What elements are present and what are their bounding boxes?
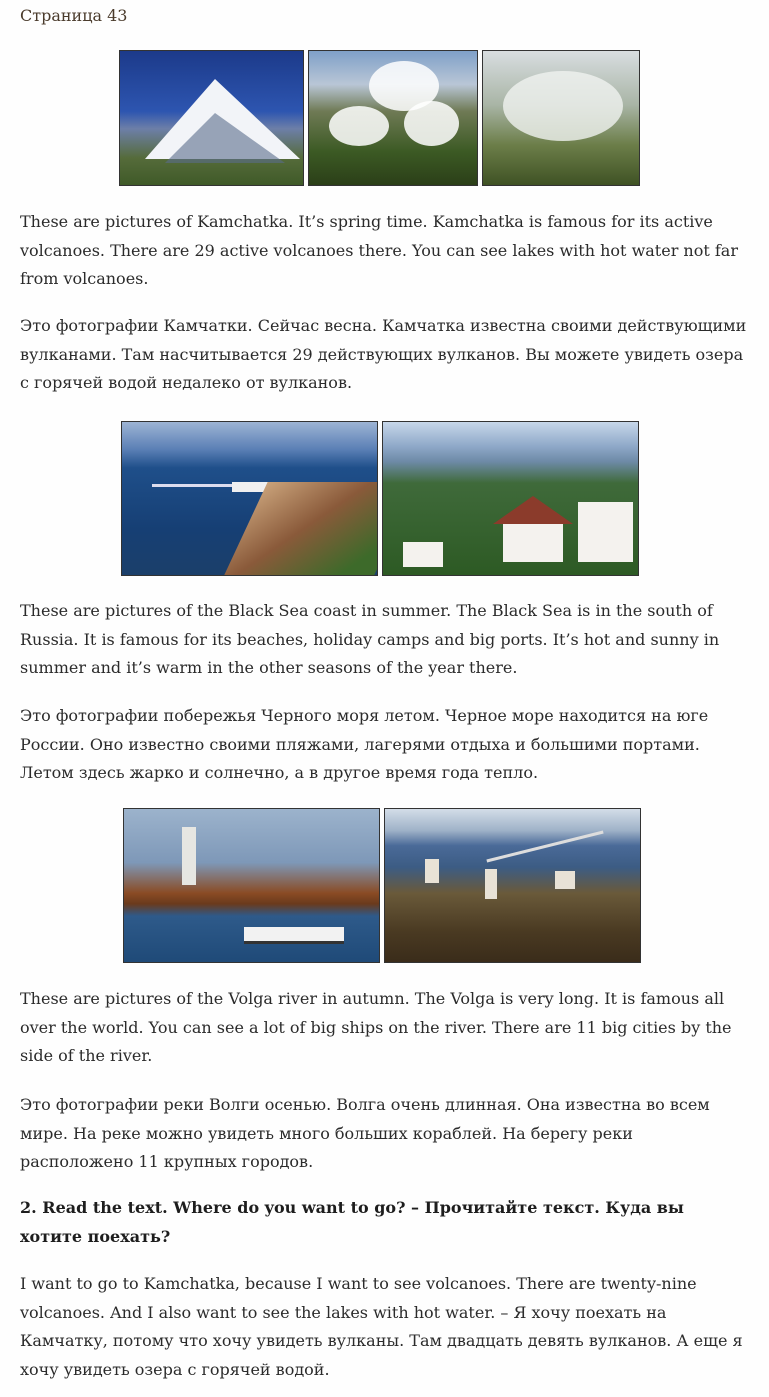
page-number-label: Страница 43	[20, 6, 128, 25]
black-sea-town-photo	[382, 421, 639, 576]
black-sea-photos	[121, 421, 639, 576]
kamchatka-text-russian: Это фотографии Камчатки. Сейчас весна. Камчатка известна своими действующими вулканами. Там насчитывается 29 действующих вулканов. Вы можете увидеть озера с горячей водой недалеко от вулканов.	[20, 316, 747, 392]
volga-text-english: These are pictures of the Volga river in autumn. The Volga is very long. It is famous all over the world. You can see a lot of big ships on the river. There are 11 big cities by the side of the river.	[20, 989, 732, 1065]
task-answer: I want to go to Kamchatka, because I want to see volcanoes. There are twenty-nine volcanoes. And I also want to see the lakes with hot water. – Я хочу поехать на Камчатку, потому что хочу увидеть вулканы. Там двадцать девять вулканов. А еще я хочу увидеть озера с горячей водой.	[20, 1274, 743, 1379]
kamchatka-hot-lake-photo	[482, 50, 640, 186]
black-sea-text-english: These are pictures of the Black Sea coast in summer. The Black Sea is in the south of Russia. It is famous for its beaches, holiday camps and big ports. It’s hot and sunny in summer and it’s warm in the other seasons of the year there.	[20, 601, 720, 677]
kamchatka-volcano-photo	[119, 50, 304, 186]
volga-monument-photo	[123, 808, 380, 963]
black-sea-text-russian: Это фотографии побережья Черного моря летом. Черное море находится на юге России. Оно известно своими пляжами, лагерями отдыха и большими портами. Летом здесь жарко и солнечно, а в другое время года тепло.	[20, 706, 709, 782]
volga-city-photo	[384, 808, 641, 963]
kamchatka-geyser-photo	[308, 50, 478, 186]
volga-photos	[123, 808, 641, 963]
black-sea-port-photo	[121, 421, 378, 576]
task-heading: 2. Read the text. Where do you want to go? – Прочитайте текст. Куда вы хотите поехать?	[20, 1198, 684, 1246]
kamchatka-photos	[119, 50, 640, 186]
volga-text-russian: Это фотографии реки Волги осенью. Волга очень длинная. Она известна во всем мире. На реке можно увидеть много больших кораблей. На берегу реки расположено 11 крупных городов.	[20, 1095, 710, 1171]
kamchatka-text-english: These are pictures of Kamchatka. It’s spring time. Kamchatka is famous for its active volcanoes. There are 29 active volcanoes there. You can see lakes with hot water not far from volcanoes.	[20, 212, 738, 288]
